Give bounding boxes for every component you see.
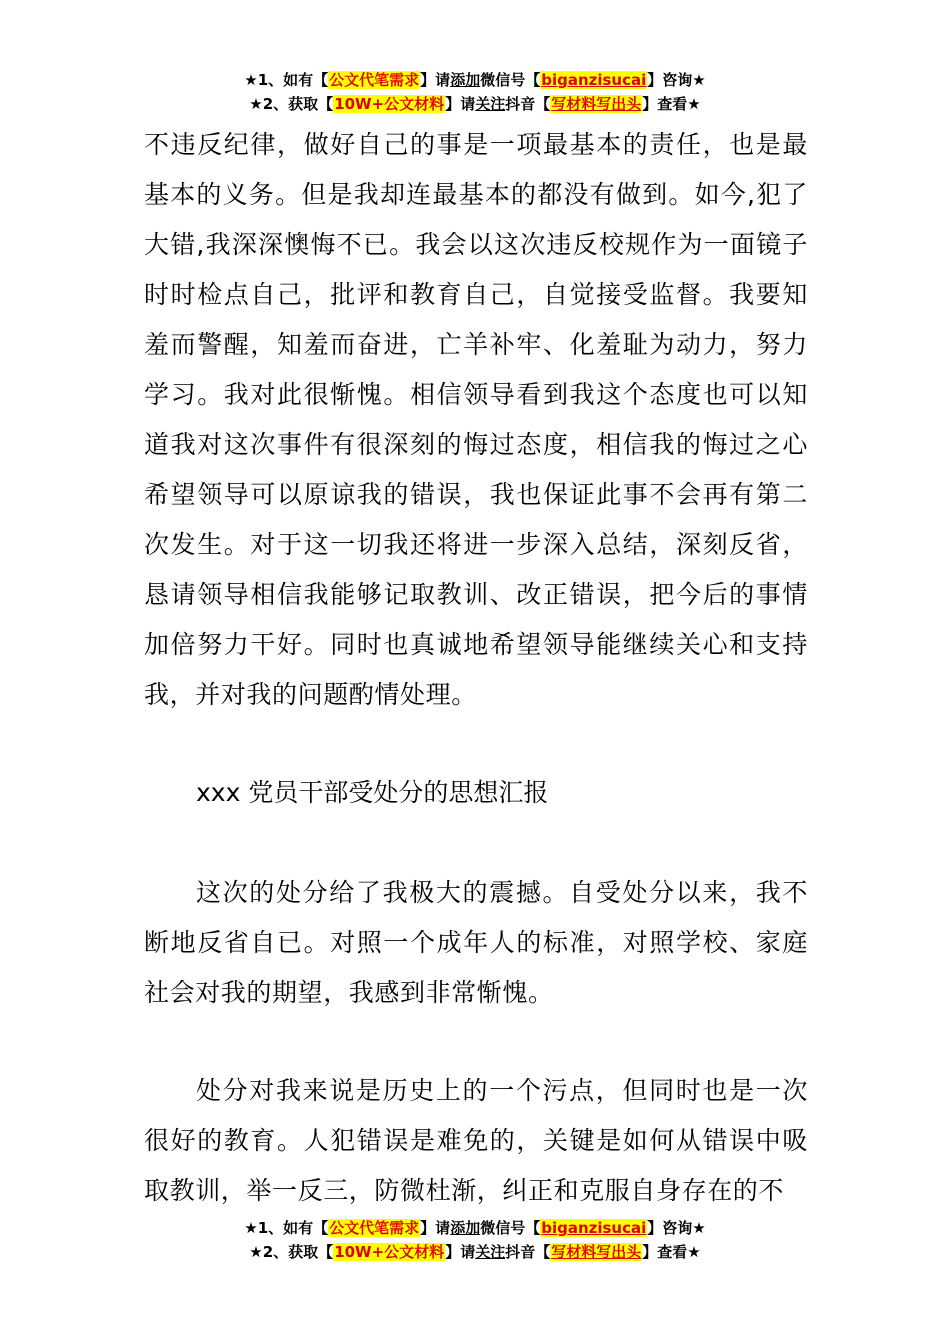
banner-suffix: 】查看★ [642, 95, 701, 113]
document-paragraph-3: 处分对我来说是历史上的一个污点，但同时也是一次很好的教育。人犯错误是难免的，关键是如何从错误中吸取教训，举一反三，防微杜渐，纠正和克服自身存在的不 [144, 1076, 808, 1205]
footer-banner-line-1 [0, 1216, 950, 1240]
banner-suffix: 】查看★ [642, 1243, 701, 1261]
banner-text: 抖音【 [505, 95, 551, 113]
banner-prefix: ★2、获取【 [249, 95, 334, 113]
banner-highlight-wechat-id: biganzisucai [541, 71, 647, 89]
document-heading: xxx 党员干部受处分的思想汇报 [196, 778, 549, 807]
header-banner-line-1 [0, 68, 950, 92]
banner-prefix: ★1、如有【 [244, 1219, 329, 1237]
banner-prefix: ★2、获取【 [249, 1243, 334, 1261]
banner-suffix: 】咨询★ [647, 1219, 706, 1237]
banner-text: 】请 [445, 95, 476, 113]
banner-suffix: 】咨询★ [647, 71, 706, 89]
document-paragraph-1: 不违反纪律，做好自己的事是一项最基本的责任，也是最基本的义务。但是我却连最基本的都没有做到。如今,犯了大错,我深深懊悔不已。我会以这次违反校规作为一面镜子时时检点自己，批评和教育自己，自觉接受监督。我要知羞而警醒，知羞而奋进，亡羊补牢、化羞耻为动力，努力学习。我对此很惭愧。相信领导看到我这个态度也可以知道我对这次事件有很深刻的悔过态度，相信我的悔过之心希望领导可以原谅我的错误，我也保证此事不会再有第二次发生。对于这一切我还将进一步深入总结，深刻反省，恳请领导相信我能够记取教训、改正错误，把今后的事情加倍努力干好。同时也真诚地希望领导能继续关心和支持我，并对我的问题酌情处理。 [144, 130, 808, 709]
banner-text: 】请 [420, 1219, 451, 1237]
banner-text: 微信号【 [480, 71, 541, 89]
footer-banner-line-2 [0, 1240, 950, 1264]
banner-emphasis-follow: 关注 [475, 1243, 506, 1261]
banner-highlight-materials: 10W+公文材料 [334, 95, 445, 113]
banner-text: 】请 [445, 1243, 476, 1261]
banner-text: 】请 [420, 71, 451, 89]
banner-emphasis-follow: 关注 [475, 95, 506, 113]
banner-emphasis-add: 添加 [450, 71, 481, 89]
banner-highlight-douyin-account: 写材料写出头 [551, 1243, 642, 1261]
banner-highlight-service: 公文代笔需求 [329, 71, 420, 89]
banner-text: 微信号【 [480, 1219, 541, 1237]
banner-highlight-service: 公文代笔需求 [329, 1219, 420, 1237]
banner-text: 抖音【 [505, 1243, 551, 1261]
banner-emphasis-add: 添加 [450, 1219, 481, 1237]
banner-highlight-douyin-account: 写材料写出头 [551, 95, 642, 113]
header-banner-line-2 [0, 92, 950, 116]
banner-prefix: ★1、如有【 [244, 71, 329, 89]
document-paragraph-2: 这次的处分给了我极大的震撼。自受处分以来，我不断地反省自已。对照一个成年人的标准，对照学校、家庭社会对我的期望，我感到非常惭愧。 [144, 878, 808, 1007]
banner-highlight-wechat-id: biganzisucai [541, 1219, 647, 1237]
banner-highlight-materials: 10W+公文材料 [334, 1243, 445, 1261]
